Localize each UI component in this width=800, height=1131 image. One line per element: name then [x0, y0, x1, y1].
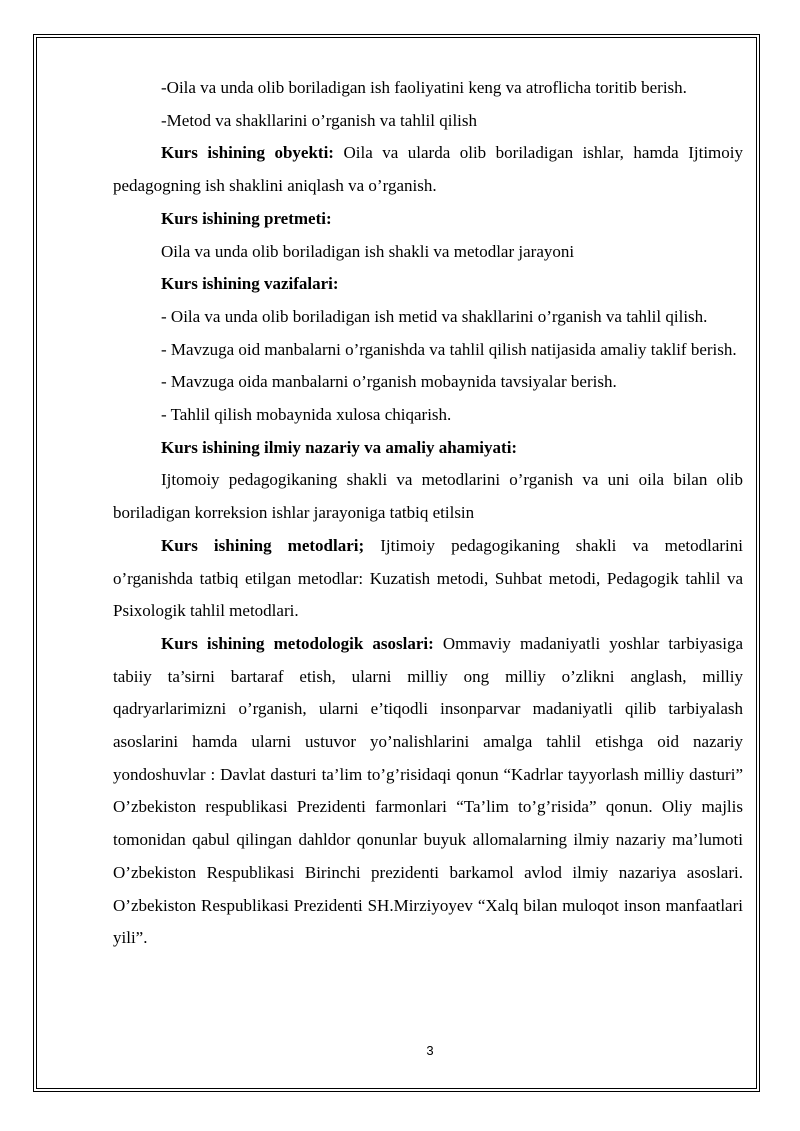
list-item: - Mavzuga oid manbalarni o’rganishda va tahlil qilish natijasida amaliy taklif berish.	[161, 339, 737, 359]
document-body	[113, 72, 743, 955]
paragraph-object: Kurs ishining obyekti: Oila va ularda olib boriladigan ishlar, hamda Ijtimoiy pedagogning ish shaklini aniqlash va o’rganish.	[113, 143, 743, 196]
list-item: - Mavzuga oida manbalarni o’rganish mobaynida tavsiyalar berish.	[161, 372, 617, 392]
heading-subject: Kurs ishining pretmeti:	[161, 208, 332, 228]
paragraph: Ijtomoiy pedagogikaning shakli va metodlarini o’rganish va uni oila bilan olib boriladigan korreksion ishlar jarayoniga tatbiq etilsin	[113, 470, 743, 523]
paragraph: -Oila va unda olib boriladigan ish faoliyatini keng va atroflicha toritib berish.	[161, 78, 687, 97]
heading-tasks: Kurs ishining vazifalari:	[161, 274, 339, 294]
paragraph: Oila va unda olib boriladigan ish shakli va metodlar jarayoni	[161, 241, 575, 261]
paragraph-methods: Kurs ishining metodlari; Ijtimoiy pedagogikaning shakli va metodlarini o’rganishda tatbiq etilgan metodlar: Kuzatish metodi, Suhbat metodi, Pedagogik tahlil va Psixologik tahlil metodlari.	[113, 535, 743, 621]
list-item: - Tahlil qilish mobaynida xulosa chiqarish.	[161, 405, 452, 425]
paragraph: -Metod va shakllarini o’rganish va tahlil qilish	[161, 110, 478, 130]
list-item: - Oila va unda olib boriladigan ish metid va shakllarini o’rganish va tahlil qilish.	[161, 306, 708, 326]
heading-significance: Kurs ishining ilmiy nazariy va amaliy ahamiyati:	[161, 437, 518, 457]
page-number: 3	[426, 1043, 434, 1058]
paragraph-methodology: Kurs ishining metodologik asoslari: Ommaviy madaniyatli yoshlar tarbiyasiga tabiiy ta’sirni bartaraf etish, ularni milliy ong milliy o’zlikni anglash, milliy qadryarlarimizni o’rganish, ularni e’tiqodli insonparvar madaniyatli qilib tarbiyalash asoslarini hamda ularni ustuvor yo’nalishlarini amalga tahlil etishga oid nazariy yondoshuvlar : Davlat dasturi ta’lim to’g’risidaqi qonun “Kadrlar tayyorlash milliy dasturi” O’zbekiston respublikasi Prezidenti farmonlari “Ta’lim to’g’risida” qonun. Oliy majlis tomonidan qabul qilingan dahldor qonunlar buyuk allomalarning ilmiy nazariy ma’lumoti O’zbekiston Respublikasi Birinchi prezidenti barkamol avlod ilmiy nazariya asoslari. O’zbekiston Respublikasi Prezidenti SH.Mirziyoyev “Xalq bilan muloqot inson manfaatlari yili”.	[113, 633, 743, 948]
